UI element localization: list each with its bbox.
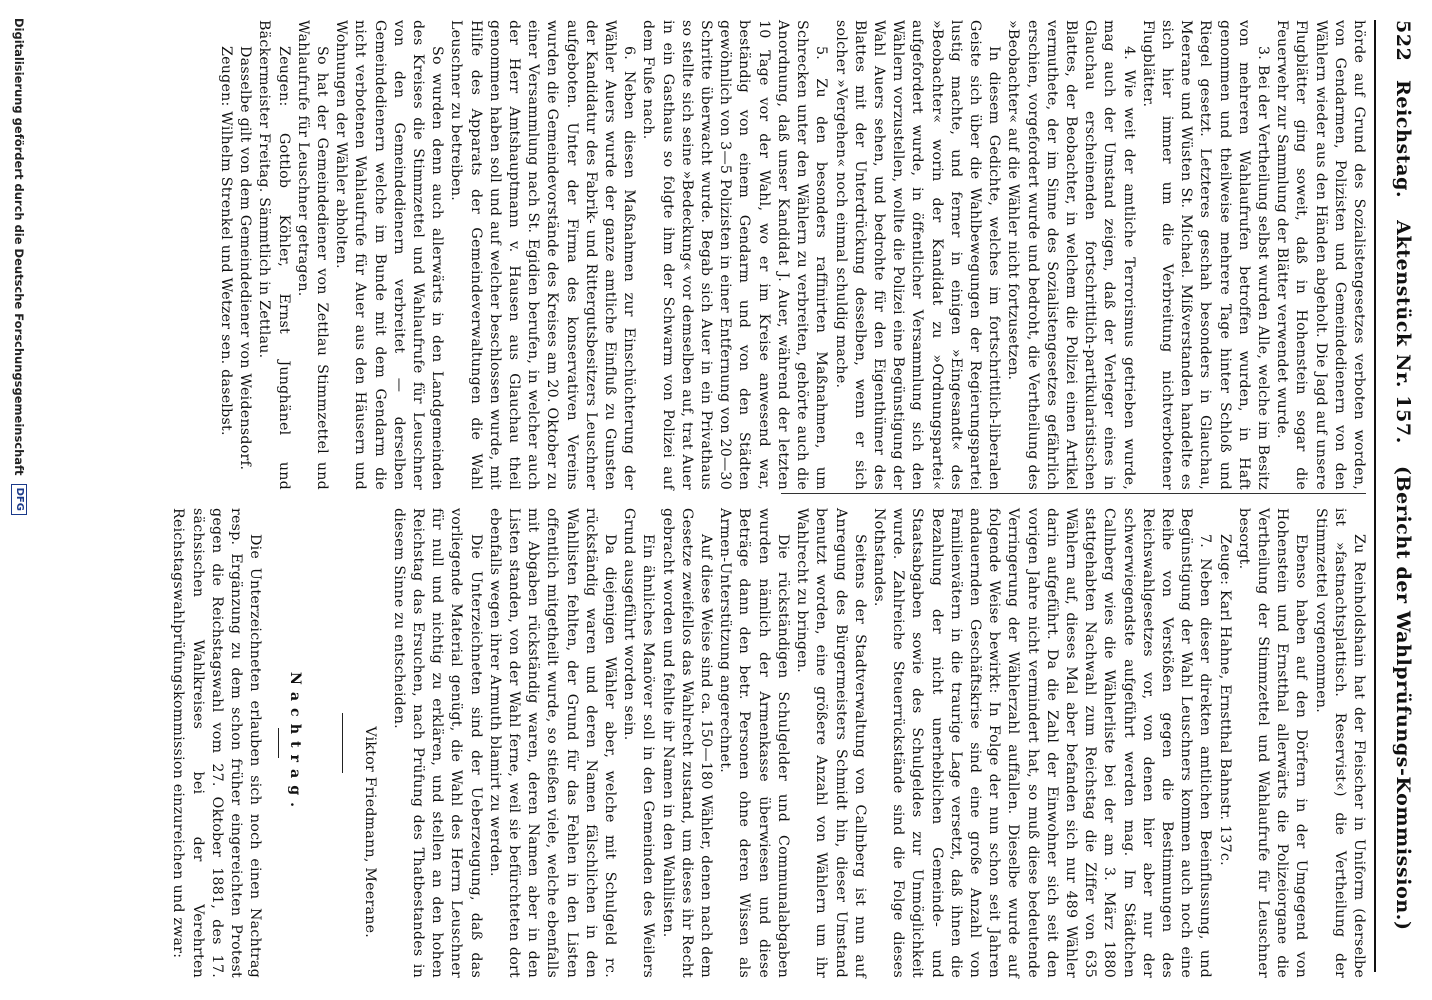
left-column xyxy=(216,20,1368,490)
paragraph: hörde auf Grund des Sozialistengesetzes verboten worden, von Gendarmen, Polizisten und Gemeindedienern von den Wählern wieder aus den Händen abgeholt. Die Jagd auf unsere Flugblätter ging soweit, daß in Hohenstein sogar die Feuerwehr zur Sammlung der Blätter verwendet wurde. xyxy=(1274,20,1367,490)
nachtrag-heading: Nachtrag. xyxy=(287,671,304,815)
header-subject: (Bericht der Wahlprüfungs-Kommission.) xyxy=(1392,465,1414,931)
spacer xyxy=(379,508,389,978)
column-divider xyxy=(781,493,1366,494)
paragraph: Auf diese Weise sind ca. 150—180 Wähler, denen nach dem Gesetze zweifellos das Wahlrecht zustand, um dieses ihr Recht gebracht worden und fehlte ihr Namen in den Wahllisten. xyxy=(659,508,715,978)
signature: Viktor Friedmann, Meerane. xyxy=(361,726,378,938)
header-section: Reichstag. xyxy=(1392,80,1414,199)
witness-line: Zeugen: Gottlob Köhler, Ernst Junghänel und Bäckermeister Freitag. Sämmtlich in Zettlau. xyxy=(256,20,292,490)
credit-text: Digitalisierung gefördert durch die Deutsche Forschungsgemeinschaft xyxy=(12,18,26,476)
paragraph: Zu Reinholdshain hat der Fleischer in Uniform (derselbe ist »fastnachtsplattisch. Reservist«) die Vertheilung der Stimmzettel vorgenommen. xyxy=(1312,508,1367,978)
paragraph: Die Unterzeichneten sind der Ueberzeugung, daß das vorliegende Material genügt, die Wahl des Herrn Leuschner für null und nichtig zu erklären, und stellen an den hohen Reichstag das Ersuchen, nach Prüfung des Thatbestandes in diesem Sinne zu entscheiden. xyxy=(390,508,484,978)
witness-line: Zeugen: Wilhelm Strenkel und Wetzer sen. daselbst. xyxy=(218,46,235,436)
header-title xyxy=(1392,80,1414,972)
paragraph: Die rückständigen Schulgelder und Communalabgaben wurden nämlich der Armenkasse überwiesen und diese Beträge dann den betr. Personen ohne deren Wissen als Armen-Unterstützung angerechnet. xyxy=(717,508,791,978)
digitization-credit xyxy=(8,18,30,978)
paragraph: So hat der Gemeindediener von Zettlau Stimmzettel und Wahlaufrufe für Leuschner getragen. xyxy=(294,20,331,490)
paragraph: Dasselbe gilt von dem Gemeindediener von Weidensdorf. xyxy=(237,46,254,471)
paragraph: Da diejenigen Wähler aber, welche mit Schulgeld rc. rückständig waren und deren Namen fälschlichen in den Wahllisten fehlten, der Grund für das Fehlen in den Listen offentlich mitgetheilt wurde, so stießen viele, welche ebenfalls mit Abgaben rückständig waren, deren Namen aber in den Listen standen, von der Wahl ferne, weil sie befürchteten dort ebenfalls wegen ihrer Armuth blamirt zu werden. xyxy=(486,508,619,978)
paragraph: 5. Zu den besonders raffinirten Maßnahmen, um Schrecken unter den Wählern zu verbreiten, gehörte auch die Anordnung, daß unser Kandidat J. Auer, während der letzten 10 Tage vor der Wahl, wo er im Kreise anwesend war, beständig von einem Gendarm und von den Städten gewöhnlich von 3—5 Polizisten in einer Entfernung von 20—30 Schritte überwacht wurde. Begab sich Auer in ein Privathaus so stellte sich seine »Bedeckung« vor demselben auf, trat Auer in ein Gasthaus so folgte ihm der Schwarm von Polizei auf dem Fuße nach. xyxy=(640,20,830,490)
paragraph: So wurden denn auch allerwärts in den Landgemeinden des Kreises die Stimmzettel und Wahlaufrufe für Leuschner von den Gemeindedienern verbreitet — derselben Gemeindedienern welche im Bunde mit dem Gendarm die nicht verbotenen Wahlaufrufe für Auer aus den Häusern und Wohnungen der Wähler abholten. xyxy=(333,20,446,490)
paragraph: In diesem Gedichte, welches im fortschrittlich-liberalen Geiste sich über die Wahlbewegungen der Regierungspartei lustig machte, und ferner in einigen »Eingesandt« des »Beobachter« worin der Kandidat zu »Ordnungspartei« aufgefordert wurde, in öffentlicher Versammlung sich den Wählern vorzustellen, wollte die Polizei eine Begünstigung der Wahl Auers sehen, und bedrohte für den Eigenthümer des Blattes mit der Unterdrückung desselben, wenn er sich solcher »Vergehen« noch einmal schuldig mache. xyxy=(832,20,1003,490)
header-divider xyxy=(1374,20,1376,972)
paragraph: Ebenso haben auf den Dörfern in der Umgegend von Hohenstein und Ernstthal allerwärts die Polizeiorgane die Vertheilung der Stimmzettel und Wahlaufrufe für Leuschner besorgt. xyxy=(1235,508,1310,978)
header-doc-ref: Aktenstück Nr. 157. xyxy=(1392,220,1414,444)
page-header xyxy=(1380,20,1414,972)
paragraph: 4. Wie weit der amtliche Terrorismus getrieben wurde, mag auch der Umstand zeigen, daß der Verleger eines in Glauchau erscheinenden fortschrittlich-partikularistischen Blattes, der Beobachter, in welchem die Polizei einen Artikel vermuthete, der im Sinne des Sozialistengesetzes gefährlich erschien, vorgefordert wurde und bedroht, die Vertheilung des »Beobachter« auf die Wähler nicht fortzusetzen. xyxy=(1005,20,1137,490)
paragraph: Seitens der Stadtverwaltung von Callnberg ist nun auf Anregung des Bürgermeisters Schmidt hin, dieser Umstand benutzt worden, eine größere Anzahl von Wählern um ihr Wahlrecht zu bringen. xyxy=(794,508,868,978)
dfg-logo: DFG xyxy=(11,484,27,515)
paragraph: Ein ähnliches Manöver soll in den Gemeinden des Weilers Grund ausgeführt worden sein. xyxy=(621,508,657,978)
nachtrag-paragraph: Die Unterzeichneten erlauben sich noch einen Nachtrag resp. Ergänzung zu dem schon früher eingereichten Protest gegen die Reichstagswahl vom 27. Oktober 1881, des 17. sächsischen Wahlkreises bei der Verehrten Reichstagswahlprüfungskommission einzureichen und zwar: xyxy=(170,508,264,978)
paragraph: 3. Bei der Vertheilung selbst wurden Alle, welche im Besitz von mehreren Wahlaufrufen betroffen wurden, in Haft genommen und theilweise mehrere Tage hinter Schloß und Riegel gesetzt. Letzteres geschah besonders in Glauchau, Meerane und Wüsten St. Michael. Mißverstanden handelte es sich hier immer um die Verbreitung nichtverbotener Flugblätter. xyxy=(1139,20,1271,490)
paragraph: 6. Neben diesen Maßnahmen zur Einschüchterung der Wähler Auers wurde der ganze amtliche Einfluß zu Gunsten der Kandidatur des Fabrik- und Rittergutsbesitzers Leuschner aufgeboten. Unter der Firma des konservativen Vereins wurden die Gemeindevorstände des Kreises am 20. Oktober zu einer Versammlung nach St. Egidien berufen, in welcher auch der Herr Amtshauptmann v. Hausen aus Glauchau theil genommen haben soll und auf welcher beschlossen wurde, mit Hilfe des Apparats der Gemeindeverwaltungen die Wahl Leuschner zu betreiben. xyxy=(448,20,638,490)
page-number: 522 xyxy=(1392,20,1414,62)
paragraph: 7. Neben dieser direkten amtlichen Beeinflussung, und Begünstigung der Wahl Leuschners kommen auch noch eine Reihe von Verstößen gegen die Bestimmungen des Reichswahlgesetzes vor, von denen hier aber nur der schwerwiegendste aufgeführt werden mag. Im Städtchen Callnberg wies die Wählerliste bei der am 3. März 1880 stattgehabten Nachwahl zum Reichstag die Ziffer von 635 Wählern auf, dieses Mal aber befanden sich nur 489 Wähler darin aufgeführt. Da die Zahl der Einwohner sich seit den vorigen Jahre nicht vermindert hat, so muß diese bedeutende Verringerung der Wählerzahl auffallen. Dieselbe wurde auf folgende Weise bewirkt: In Folge der nun schon seit Jahren andauernden Geschäftskrise sind eine große Anzahl von Familienvätern in die traurige Lage versetzt, daß ihnen die Bezahlung der nicht unerheblichen Gemeinde- und Staatsabgaben sowie des Schulgeldes zur Unmöglichkeit wurde. Zahlreiche Steuerrückstände sind die Folge dieses Nothstandes. xyxy=(870,508,1214,978)
nachtrag-divider xyxy=(278,728,279,758)
section-divider xyxy=(342,713,343,773)
witness-line: Zeuge: Karl Hahne, Ernstthal Bahnstr. 137c. xyxy=(1216,534,1233,866)
right-column xyxy=(168,508,1368,978)
